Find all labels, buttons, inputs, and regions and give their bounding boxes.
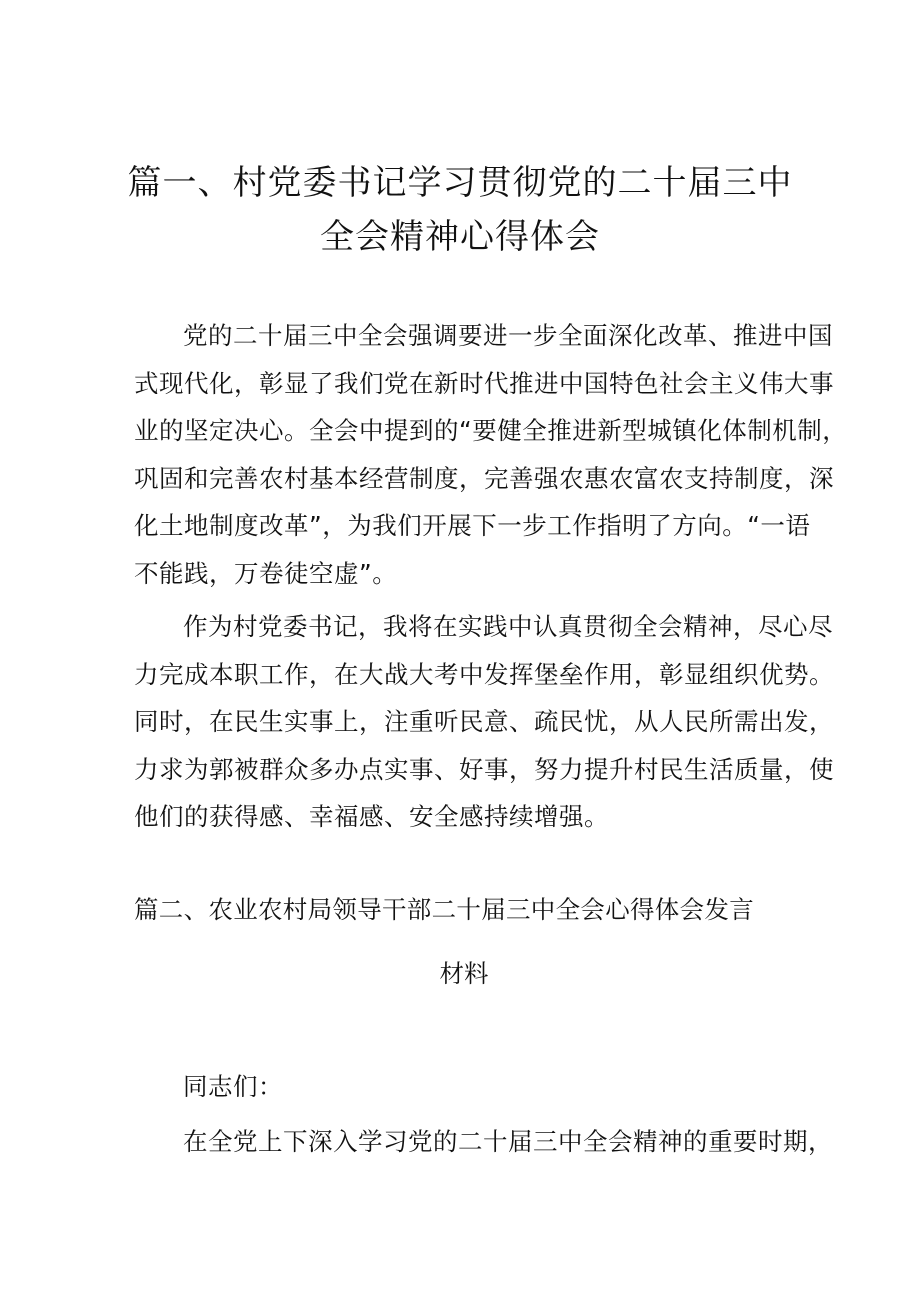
paragraph-line: 化土地制度改革”，为我们开展下一步工作指明了方向。“一语 [134,511,811,540]
paragraph-line: 不能践，万卷徒空虚”。 [134,558,398,588]
section2-title [134,895,794,988]
paragraph-line: 巩固和完善农村基本经营制度，完善强农惠农富农支持制度，深 [134,463,834,493]
paragraph-3 [134,1118,833,1166]
paragraph-line: 作为村党委书记，我将在实践中认真贯彻全会精神，尽心尽 [183,612,833,641]
paragraph-line: 力完成本职工作，在大战大考中发挥堡垒作用，彰显组织优势。 [134,659,834,689]
paragraph-line: 在全党上下深入学习党的二十届三中全会精神的重要时期， [183,1127,833,1156]
paragraph-line: 同时，在民生实事上，注重听民意、疏民忧，从人民所需出发， [134,707,834,736]
paragraph-1 [134,312,848,597]
paragraph-line: 式现代化，彰显了我们党在新时代推进中国特色社会主义伟大事 [134,368,834,398]
section1-title [100,156,820,264]
paragraph-line: 业的坚定决心。全会中提到的“要健全推进新型城镇化体制机制， [134,416,848,445]
paragraph-line: 党的二十届三中全会强调要进一步全面深化改革、推进中国 [183,321,833,350]
greeting-text: 同志们： [183,1072,283,1101]
section1-title-line2: 全会精神心得体会 [320,217,600,257]
section2-title-line1: 篇二、农业农村局领导干部二十届三中全会心得体会发言 [134,895,754,924]
section1-title-line1: 篇一、村党委书记学习贯彻党的二十届三中 [127,163,793,203]
paragraph-line: 力求为郭被群众多办点实事、好事，努力提升村民生活质量，使 [134,754,834,784]
paragraph-line: 他们的获得感、幸福感、安全感持续增强。 [134,802,609,831]
greeting [134,1063,794,1111]
section2-title-line2: 材料 [439,959,489,988]
paragraph-2 [134,603,834,841]
